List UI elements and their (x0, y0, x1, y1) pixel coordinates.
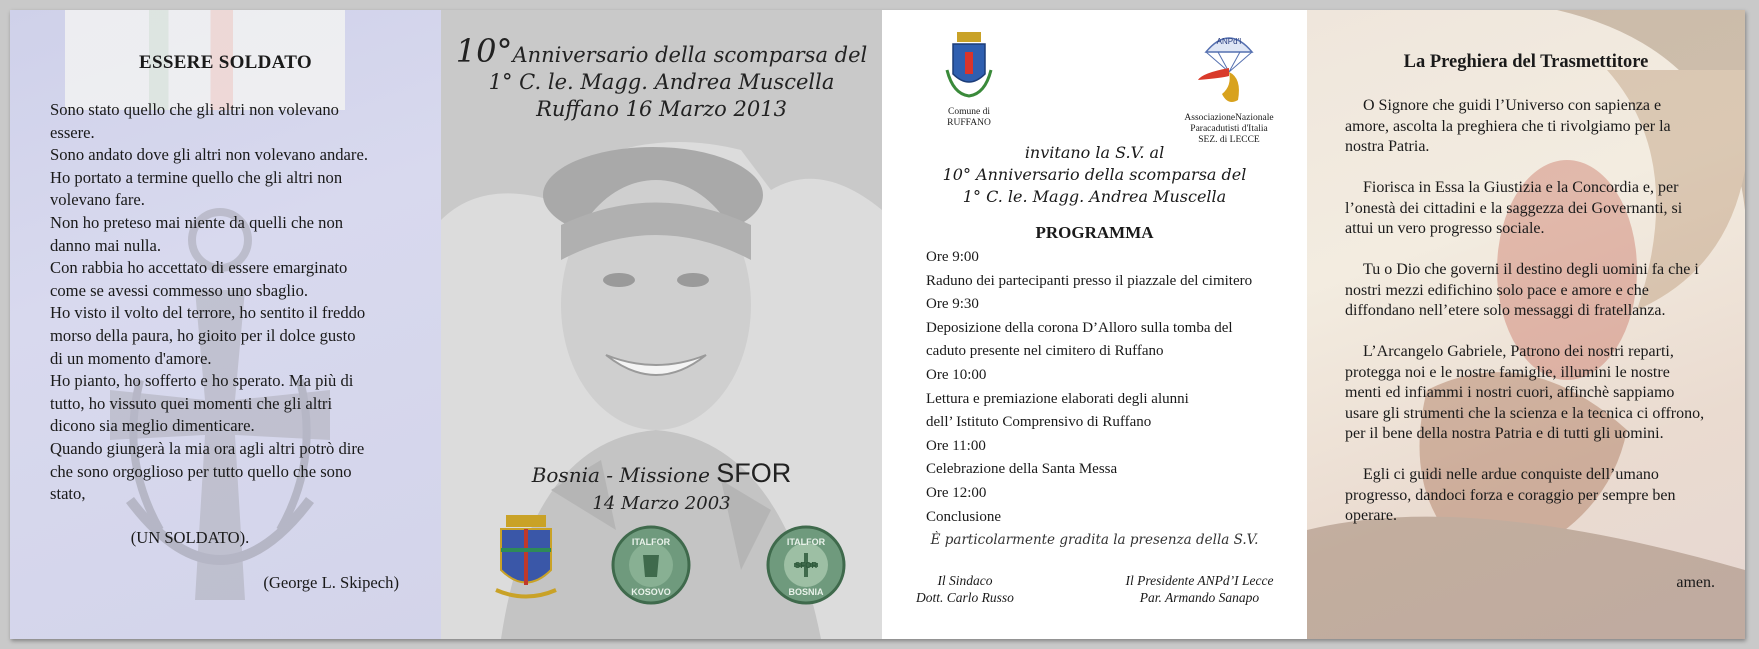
program-item: Ore 9:30 (926, 296, 979, 313)
signature-president-name: Par. Armando Sanapo (1139, 590, 1260, 605)
poem-line: danno mai nulla. (50, 235, 162, 255)
invitation-line1: invitano la S.V. al (1024, 143, 1165, 162)
ruffano-crest (934, 30, 1004, 129)
program-item: caduto presente nel cimitero di Ruffano (926, 343, 1164, 360)
mission-line (441, 458, 882, 489)
poem-signature: (UN SOLDATO). (130, 528, 250, 547)
program-item: Conclusione (926, 508, 1001, 525)
invitation-heading (882, 142, 1307, 208)
program-title: PROGRAMMA (1035, 223, 1154, 242)
program-item: Ore 11:00 (926, 437, 986, 454)
poem-title: ESSERE SOLDATO (139, 52, 312, 73)
prayer-closing: amen. (1676, 574, 1715, 591)
anpdi-caption-1: AssociazioneNazionale (1184, 113, 1274, 123)
prayer-paragraph: Fiorisca in Essa la Giustizia e la Concordia e, per l’onestà dei cittadini e la saggezza dei Governanti, si attui un vero progresso sociale. (1345, 179, 1683, 237)
anniversary-line3: Ruffano 16 Marzo 2013 (536, 97, 787, 121)
poem-line: morso della paura, ho gioito per il dolce gusto (50, 325, 356, 345)
signature-mayor-role: Il Sindaco (937, 573, 993, 588)
anniversary-line1: Anniversario della scomparsa del (512, 43, 868, 67)
poem-line: Quando giungerà la mia ora agli altri potrò dire (50, 438, 365, 458)
badge-bosnia-top: ITALFOR (786, 537, 826, 547)
program-item: dell’ Istituto Comprensivo di Ruffano (926, 414, 1152, 431)
ruffano-caption-1: Comune di (948, 107, 990, 117)
poem-text (50, 99, 410, 506)
anpdi-caption-3: SEZ. di LECCE (1198, 135, 1260, 145)
program-item: Ore 9:00 (926, 249, 979, 265)
badge-bosnia-mid: SFOR (794, 561, 818, 570)
poem-author: (George L. Skipech) (263, 573, 399, 592)
ruffano-crest-icon (943, 30, 995, 102)
signature-mayor-name: Dott. Carlo Russo (916, 590, 1014, 605)
badge-bosnia-bottom: BOSNIA (788, 587, 824, 597)
poem-line: Non ho preteso mai niente da quelli che non (50, 212, 344, 232)
prayer-text (1345, 96, 1707, 547)
invitation-note: È particolarmente gradita la presenza della S.V. (930, 532, 1259, 548)
badge-kosovo-top: ITALFOR (631, 537, 671, 547)
ruffano-caption-2: RUFFANO (947, 118, 991, 128)
anniversary-number: 10° (455, 32, 513, 70)
invitation-line3: 1° C. le. Magg. Andrea Muscella (962, 187, 1227, 206)
poem-line: Ho pianto, ho sofferto e ho sperato. Ma più di (50, 371, 354, 391)
parachute-wings-icon (1192, 28, 1266, 108)
program-item: Ore 12:00 (926, 484, 987, 501)
poem-line: dicono sia meglio dimenticare. (50, 416, 255, 436)
poem-line: volevano fare. (50, 190, 145, 210)
poem-line: che sono orgoglioso per tutto quello che sono (50, 461, 352, 481)
mission-date: 14 Marzo 2003 (592, 493, 731, 514)
poem-line: Con rabbia ho accettato di essere emarginato (50, 258, 348, 278)
invitation-line2: 10° Anniversario della scomparsa del (942, 165, 1247, 184)
anniversary-line2: 1° C. le. Magg. Andrea Muscella (488, 70, 835, 94)
badge-kosovo-bottom: KOSOVO (631, 587, 671, 597)
anpdi-caption-2: Paracadutisti d'Italia (1190, 124, 1268, 134)
panel-invitation (882, 10, 1307, 639)
prayer-paragraph: L’Arcangelo Gabriele, Patrono dei nostri reparti, protegga noi e le nostre famiglie, illumini le nostre menti ed infiammi i nostri cuori, affinchè sappiamo usare gli strumenti che la scienza e la tecnica ci offrono, per il bene della nostra Patria e di tutti gli uomini. (1345, 343, 1705, 442)
signature-president (1107, 572, 1292, 606)
poem-line: tutto, ho vissuto quei momenti che gli altri (50, 393, 333, 413)
program-item: Raduno dei partecipanti presso il piazzale del cimitero (926, 272, 1253, 289)
poem-line: essere. (50, 122, 95, 142)
program-item: Lettura e premiazione elaborati degli alunni (926, 390, 1189, 407)
poem-line: Ho portato a termine quello che gli altri non (50, 167, 343, 187)
poem-line: Sono andato dove gli altri non volevano andare. (50, 145, 368, 165)
program-item: Celebrazione della Santa Messa (926, 461, 1118, 478)
prayer-paragraph: Egli ci guidi nelle ardue conquiste dell’umano progresso, dandoci forza e coraggio per sempre ben operare. (1345, 466, 1676, 524)
anpdi-logo (1174, 28, 1284, 146)
poem-line: come se avessi commesso uno sbaglio. (50, 280, 309, 300)
poem-line: Ho visto il volto del terrore, ho sentito il freddo (50, 303, 366, 323)
panel-essere-soldato (10, 10, 441, 639)
poem-line: di un momento d'amore. (50, 348, 212, 368)
mission-text: Bosnia - Missione (531, 463, 710, 487)
signature-president-role: Il Presidente ANPd’I Lecce (1125, 573, 1274, 588)
anniversary-heading (441, 32, 882, 123)
program-item: Deposizione della corona D’Alloro sulla tomba del (926, 319, 1233, 336)
panel-prayer (1307, 10, 1745, 639)
prayer-title: La Preghiera del Trasmettitore (1403, 52, 1649, 72)
poem-line: Sono stato quello che gli altri non volevano (50, 100, 339, 119)
poem-line: stato, (50, 484, 86, 504)
signature-mayor (900, 572, 1030, 606)
mission-sfor: SFOR (716, 458, 792, 488)
panel-anniversary-photo (441, 10, 882, 639)
program-list (926, 246, 1252, 529)
brochure-sheet (10, 10, 1745, 639)
program-item: Ore 10:00 (926, 366, 987, 383)
anpdi-logo-text: ANPd'I (1216, 37, 1242, 46)
prayer-paragraph: O Signore che guidi l’Universo con sapienza e amore, ascolta la preghiera che ti rivolgiamo per la nostra Patria. (1345, 97, 1671, 155)
prayer-paragraph: Tu o Dio che governi il destino degli uomini fa che i nostri mezzi edifichino solo pace e amore e che diffondano nell’etere solo messaggi di fratellanza. (1345, 261, 1699, 319)
